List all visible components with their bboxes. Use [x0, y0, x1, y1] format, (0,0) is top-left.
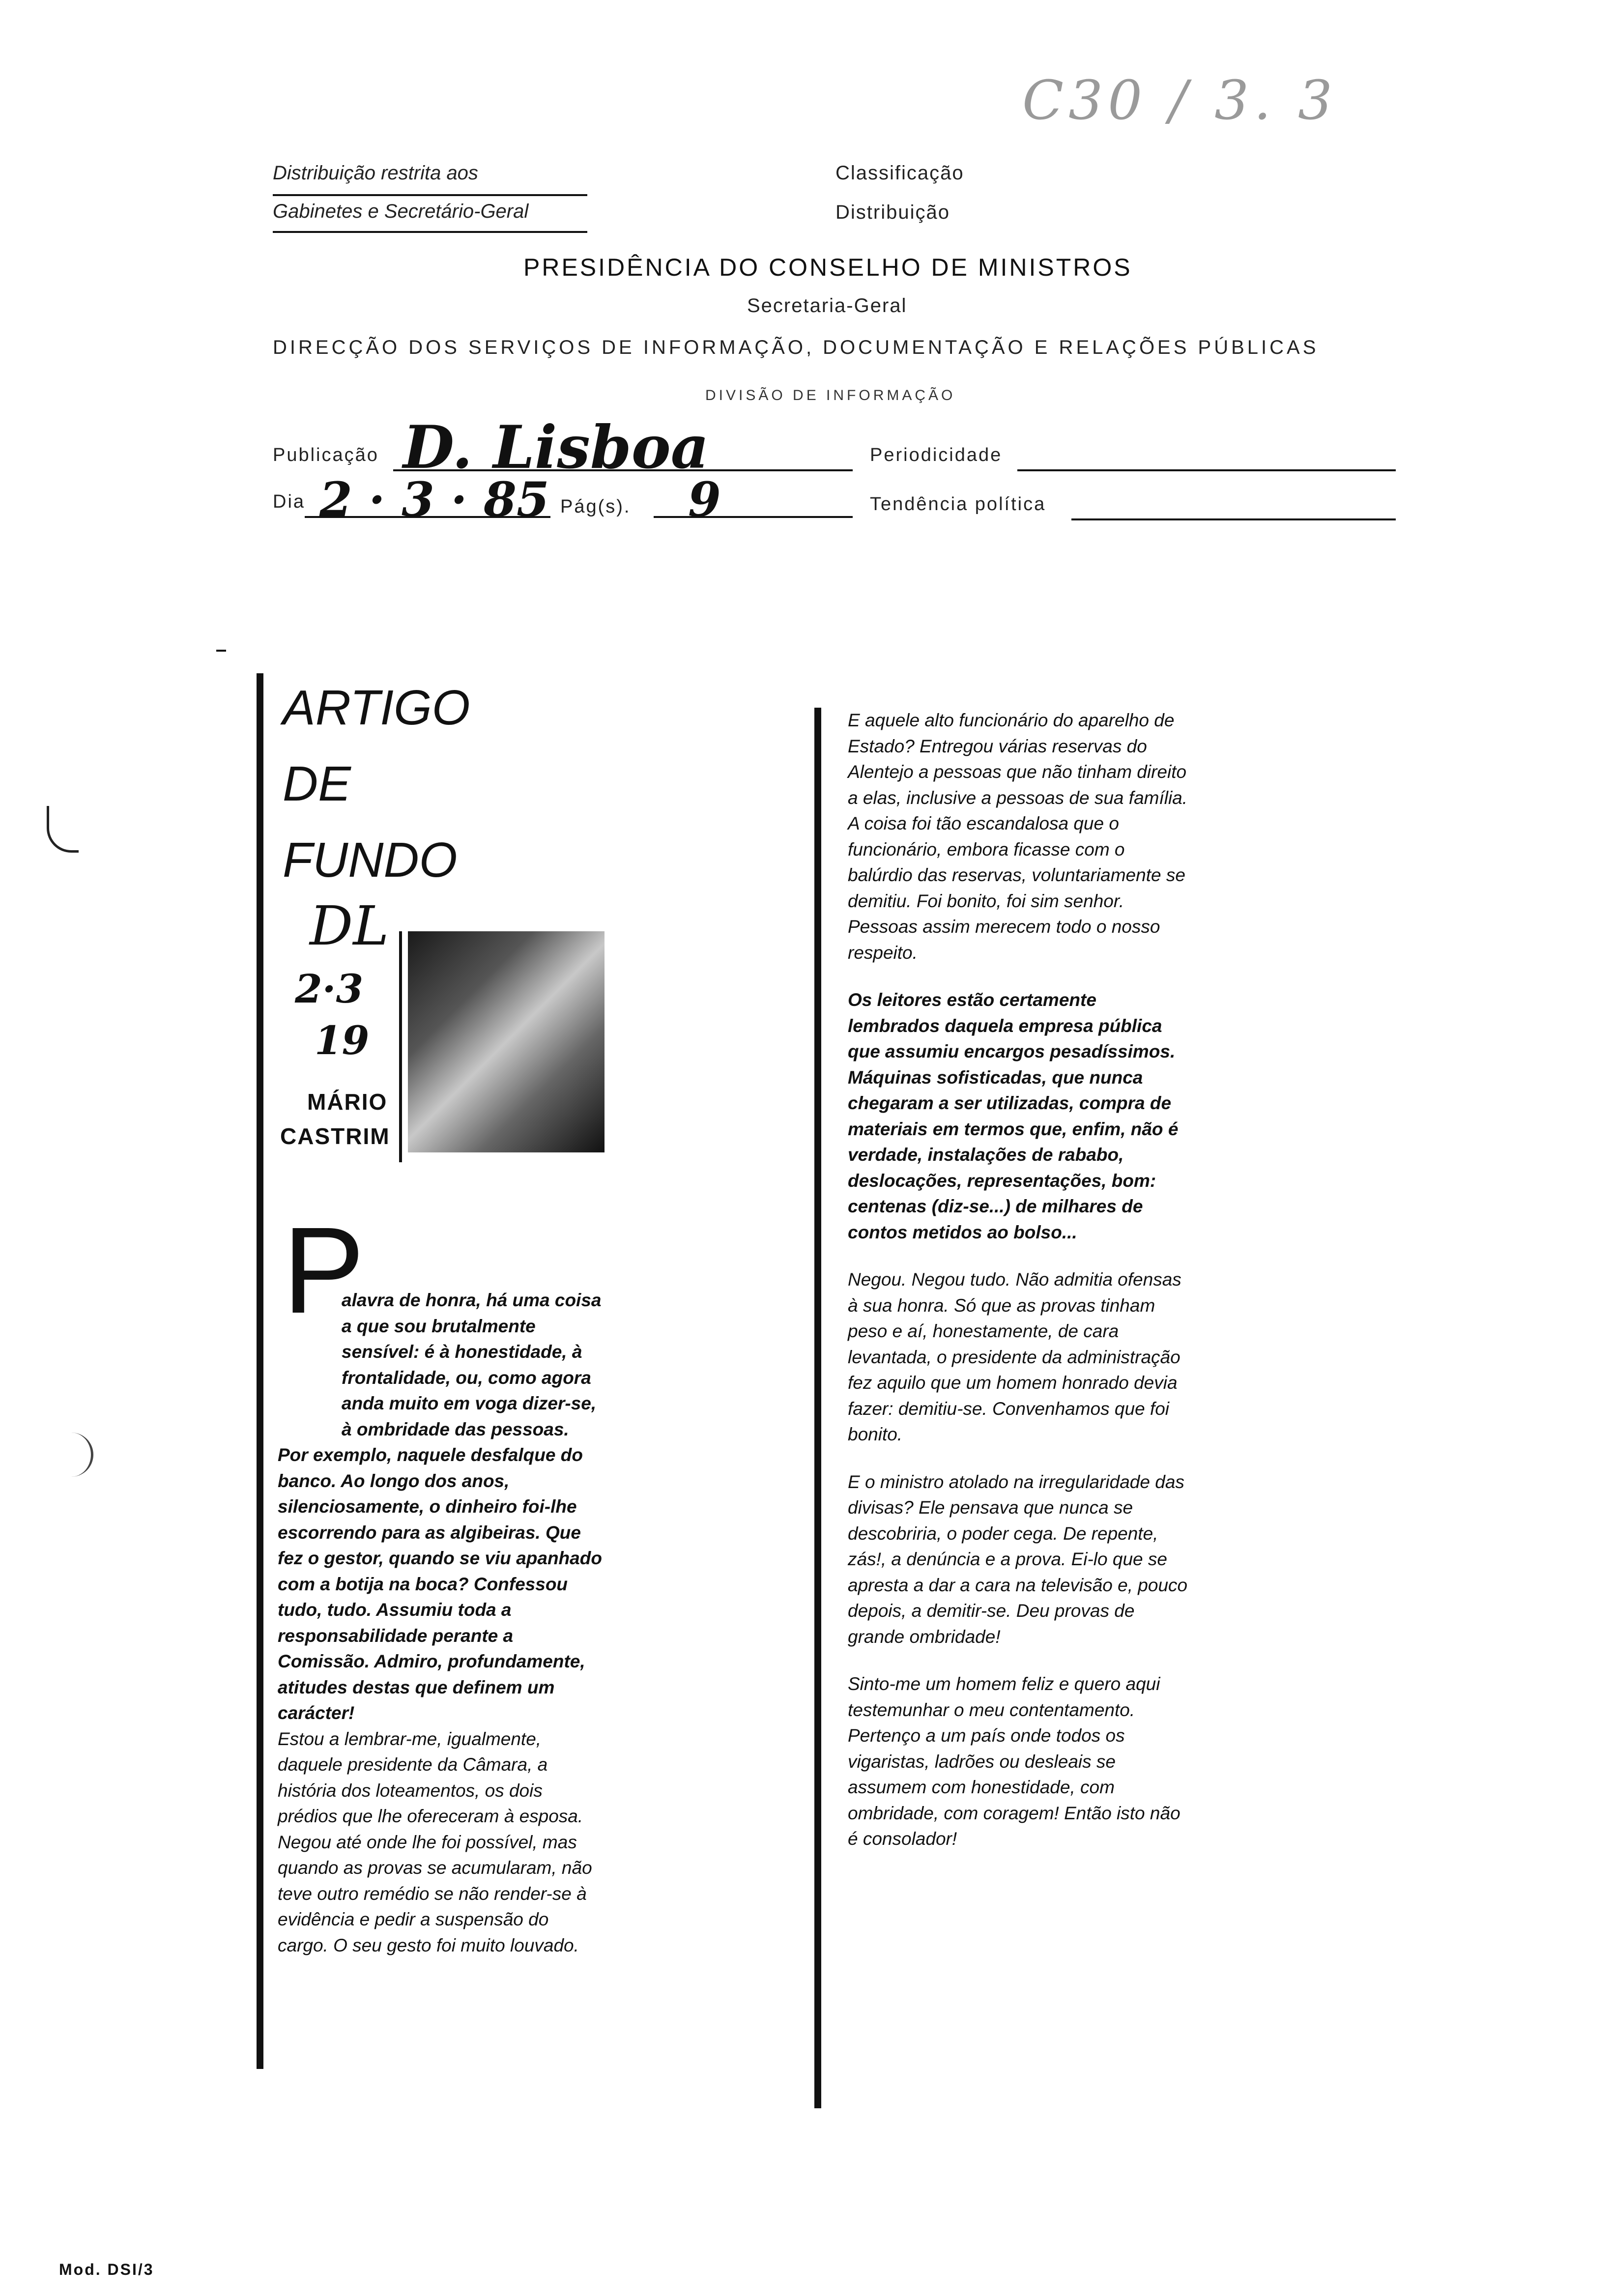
directorate-name: DIRECÇÃO DOS SERVIÇOS DE INFORMAÇÃO, DOCUMENTAÇÃO E RELAÇÕES PÚBLICAS	[273, 337, 1319, 358]
distribution-underline-1	[273, 194, 587, 196]
form-model: Mod. DSI/3	[59, 2261, 154, 2278]
handwritten-note-2: 2·3	[295, 966, 364, 1012]
stray-mark	[66, 1433, 93, 1477]
article-heading-2: DE	[283, 756, 351, 811]
pags-value: 9	[688, 472, 721, 527]
paragraph: Sinto-me um homem feliz e quero aqui testemunhar o meu contentamento. Pertenço a um país onde todos os vigaristas, ladrões ou desleais se assumem com honestidade, com ombridade, com coragem! Então isto não é consolador!	[848, 1674, 1180, 1849]
paragraph: Por exemplo, naquele desfalque do banco. Ao longo dos anos, silenciosamente, o dinheiro foi-lhe escorrendo para as algibeiras. Que fez o gestor, quando se viu apanhado com a botija na boca? Confessou tudo, tudo. Assumiu toda a responsabilidade perante a Comissão. Admiro, profundamente, atitudes destas que definem um carácter!	[278, 1445, 602, 1723]
paragraph: E aquele alto funcionário do aparelho de Estado? Entregou várias reservas do Alentejo a pessoas que não tinham direito a elas, inclusive a pessoas de sua família. A coisa foi tão escandalosa que o funcionário, embora ficasse com o balúrdio das reservas, voluntariamente se demitiu. Foi bonito, foi sim senhor. Pessoas assim merecem todo o nosso respeito.	[848, 710, 1188, 963]
paragraph: Negou. Negou tudo. Não admitia ofensas à sua honra. Só que as provas tinham peso e aí, honestamente, de cara levantada, o presidente da administração fez aquilo que um homem honrado devia fazer: demitiu-se. Convenhamos que foi bonito.	[848, 1269, 1181, 1444]
archive-stamp: C30 / 3. 3	[1022, 69, 1338, 132]
org-title: PRESIDÊNCIA DO CONSELHO DE MINISTROS	[523, 254, 1132, 281]
photo-divider	[399, 931, 402, 1162]
column-rule-right	[814, 708, 821, 2108]
stray-mark	[47, 806, 79, 853]
distribution-line-2: Gabinetes e Secretário-Geral	[273, 201, 529, 222]
periodicidade-line	[1017, 469, 1396, 471]
distribution-label: Distribuição	[835, 201, 950, 223]
paragraph: E o ministro atolado na irregularidade das divisas? Ele pensava que nunca se descobriria, o poder cega. De repente, zás!, a denúncia e a prova. Ei-lo que se apresta a dar a cara na televisão e, pouco depois, a demitir-se. Deu provas de grande ombridade!	[848, 1471, 1188, 1647]
publicacao-value: D. Lisboa	[403, 413, 709, 482]
stray-mark	[216, 650, 226, 652]
paragraph: Os leitores estão certamente lembrados daquela empresa pública que assumiu encargos pesadíssimos. Máquinas sofisticadas, que nunca chegaram a ser utilizadas, compra de materiais em termos que, enfim, não é verdade, instalações de rababo, deslocações, representações, bom: centenas (diz-se...) de milhares de contos metidos ao bolso...	[848, 990, 1179, 1242]
pags-line	[654, 516, 853, 518]
division-name: DIVISÃO DE INFORMAÇÃO	[705, 387, 956, 403]
dia-value: 2 · 3 · 85	[319, 472, 549, 527]
dia-label: Dia	[273, 491, 306, 512]
pags-label: Pág(s).	[560, 496, 631, 517]
publicacao-label: Publicação	[273, 445, 379, 465]
org-subtitle: Secretaria-Geral	[747, 295, 907, 316]
lead-paragraph: alavra de honra, há uma coisa a que sou brutalmente sensível: é à honestidade, à frontalidade, ou, como agora anda muito em voga dizer-se, à ombridade das pessoas.	[342, 1290, 602, 1439]
handwritten-note-3: 19	[315, 1017, 370, 1063]
article-column-1	[278, 1288, 602, 1958]
distribution-line-1: Distribuição restrita aos	[273, 162, 478, 184]
byline-last-name: CASTRIM	[280, 1123, 390, 1149]
article-heading-1: ARTIGO	[283, 680, 470, 735]
paragraph: Estou a lembrar-me, igualmente, daquele presidente da Câmara, a história dos loteamentos, os dois prédios que lhe ofereceram à esposa. Negou até onde lhe foi possível, mas quando as provas se acumularam, não teve outro remédio se não render-se à evidência e pedir a suspensão do cargo. O seu gesto foi muito louvado.	[278, 1728, 592, 1955]
classification-label: Classificação	[835, 162, 964, 184]
distribution-underline-2	[273, 231, 587, 233]
handwritten-note-1: DL	[310, 894, 389, 957]
tendencia-line	[1071, 518, 1396, 520]
author-photo	[408, 931, 604, 1152]
drop-cap: P	[283, 1202, 365, 1339]
column-rule-left	[257, 673, 263, 2069]
article-heading-3: FUNDO	[283, 832, 458, 888]
periodicidade-label: Periodicidade	[870, 445, 1003, 465]
article-column-2	[848, 708, 1192, 1874]
tendencia-label: Tendência política	[870, 494, 1046, 515]
byline-first-name: MÁRIO	[307, 1089, 388, 1115]
